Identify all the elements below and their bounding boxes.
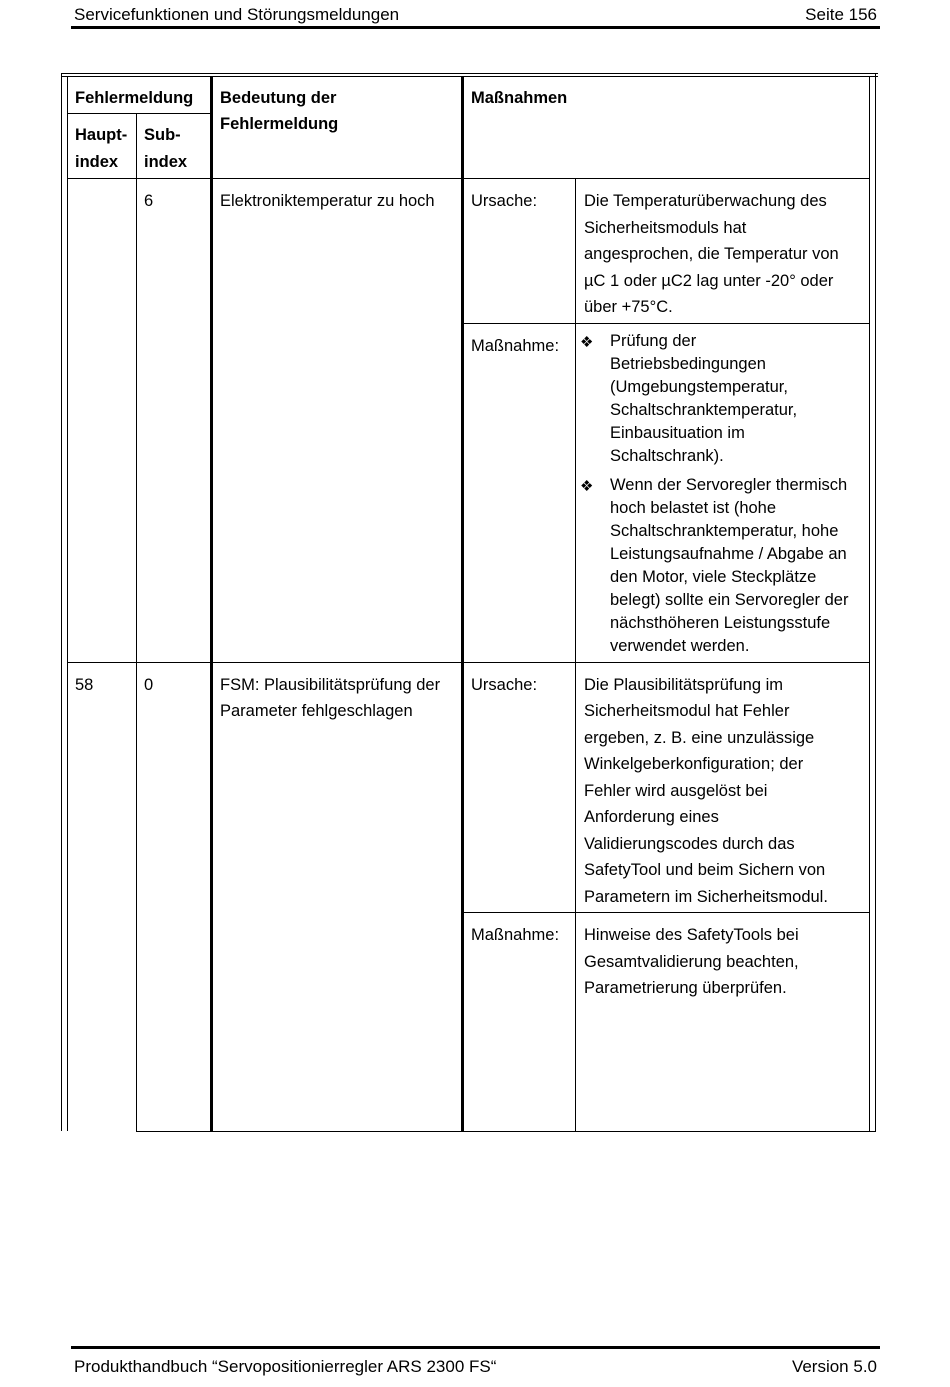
row2-ursache-line2: Sicherheitsmodul hat Fehler	[584, 702, 790, 720]
row2-ursache-line5: Fehler wird ausgelöst bei	[584, 782, 768, 800]
row1-bullet2-line2: hoch belastet ist (hohe	[610, 499, 777, 517]
row2-ursache-line3: ergeben, z. B. eine unzulässige	[584, 729, 815, 747]
row2-bedeutung-line2: Parameter fehlgeschlagen	[220, 702, 413, 720]
row2-massnahme-label: Maßnahme:	[471, 926, 560, 944]
footer-version: Version 5.0	[791, 1357, 877, 1376]
row1-bedeutung: Elektroniktemperatur zu hoch	[220, 192, 435, 210]
footer-rule	[71, 1346, 880, 1349]
bullet-diamond-icon: ❖	[580, 334, 594, 351]
row1-bullet2-line7: nächsthöheren Leistungsstufe	[610, 614, 831, 632]
row1-ursache-label: Ursache:	[471, 192, 538, 210]
row2-ursache-line7: Validierungscodes durch das	[584, 835, 795, 853]
row1-bullet1-line2: Betriebsbedingungen	[610, 355, 766, 373]
row1-ursache-line1: Die Temperaturüberwachung des	[584, 192, 827, 210]
table-border-left-inner	[67, 76, 68, 1131]
row2-ursache-line6: Anforderung eines	[584, 808, 719, 826]
row1-ursache-line5: über +75°C.	[584, 298, 673, 316]
row1-subindex: 6	[144, 192, 154, 210]
row2-massnahme-line2: Gesamtvalidierung beachten,	[584, 953, 799, 971]
table-border-right-outer	[875, 73, 876, 1132]
header-subindex-line1: Sub-	[144, 126, 181, 144]
row1-bullet2-line3: Schaltschranktemperatur, hohe	[610, 522, 839, 540]
col-sep-bedeutung-massnahmen	[461, 76, 464, 1132]
row1-bullet2-line6: belegt) sollte ein Servoregler der	[610, 591, 849, 609]
header-split-line	[67, 113, 211, 114]
table-border-right-inner	[869, 76, 870, 1132]
header-bedeutung-line2: Fehlermeldung	[220, 115, 339, 133]
row1-bullet1-line4: Schaltschranktemperatur,	[610, 401, 798, 419]
header-bedeutung-line1: Bedeutung der	[220, 89, 337, 107]
header-subindex-line2: index	[144, 153, 188, 171]
footer-title: Produkthandbuch “Servopositionierregler ARS 2300 FS“	[74, 1357, 497, 1376]
table-bottom-line	[136, 1131, 876, 1132]
row1-ursache-line3: angesprochen, die Temperatur von	[584, 245, 839, 263]
row1-ursache-line4: µC 1 oder µC2 lag unter -20° oder	[584, 272, 834, 290]
table-border-left-outer	[61, 73, 62, 1131]
row1-massnahme-label: Maßnahme:	[471, 337, 560, 355]
row1-bullet2-line5: den Motor, viele Steckplätze	[610, 568, 817, 586]
header-massnahmen: Maßnahmen	[471, 89, 568, 107]
row2-ursache-bottom-line	[462, 912, 870, 913]
row2-hauptindex: 58	[75, 676, 94, 694]
bullet-diamond-icon: ❖	[580, 478, 594, 495]
row1-bullet1-line5: Einbausituation im	[610, 424, 745, 442]
col-sep-sub-bedeutung	[210, 76, 213, 1132]
header-fehlermeldung: Fehlermeldung	[75, 89, 194, 107]
row1-bullet1-line1: Prüfung der	[610, 332, 697, 350]
header-hauptindex-line1: Haupt-	[75, 126, 128, 144]
header-hauptindex-line2: index	[75, 153, 119, 171]
row2-bedeutung-line1: FSM: Plausibilitätsprüfung der	[220, 676, 441, 694]
row2-subindex: 0	[144, 676, 154, 694]
row1-bottom-line	[67, 662, 870, 663]
row1-bullet2-line8: verwendet werden.	[610, 637, 750, 655]
row2-massnahme-line3: Parametrierung überprüfen.	[584, 979, 787, 997]
page-header-title: Servicefunktionen und Störungsmeldungen	[74, 5, 400, 24]
row1-bullet2-line1: Wenn der Servoregler thermisch	[610, 476, 848, 494]
row2-ursache-line9: Parametern im Sicherheitsmodul.	[584, 888, 828, 906]
col-sep-label-text	[575, 179, 576, 1132]
row1-bullet1-line3: (Umgebungstemperatur,	[610, 378, 788, 396]
page-number: Seite 156	[805, 5, 877, 24]
table-border-top-outer	[61, 73, 878, 74]
header-rule	[71, 26, 880, 29]
row1-ursache-bottom-line	[462, 323, 870, 324]
row2-ursache-line4: Winkelgeberkonfiguration; der	[584, 755, 804, 773]
row1-bullet1-line6: Schaltschrank).	[610, 447, 724, 465]
row2-massnahme-line1: Hinweise des SafetyTools bei	[584, 926, 799, 944]
header-bottom-line	[67, 178, 870, 179]
row1-ursache-line2: Sicherheitsmoduls hat	[584, 219, 747, 237]
row2-ursache-line8: SafetyTool und beim Sichern von	[584, 861, 826, 879]
table-border-top-inner	[61, 76, 878, 77]
row2-ursache-label: Ursache:	[471, 676, 538, 694]
row2-ursache-line1: Die Plausibilitätsprüfung im	[584, 676, 784, 694]
col-sep-haupt-sub	[136, 113, 137, 1132]
row1-bullet2-line4: Leistungsaufnahme / Abgabe an	[610, 545, 847, 563]
